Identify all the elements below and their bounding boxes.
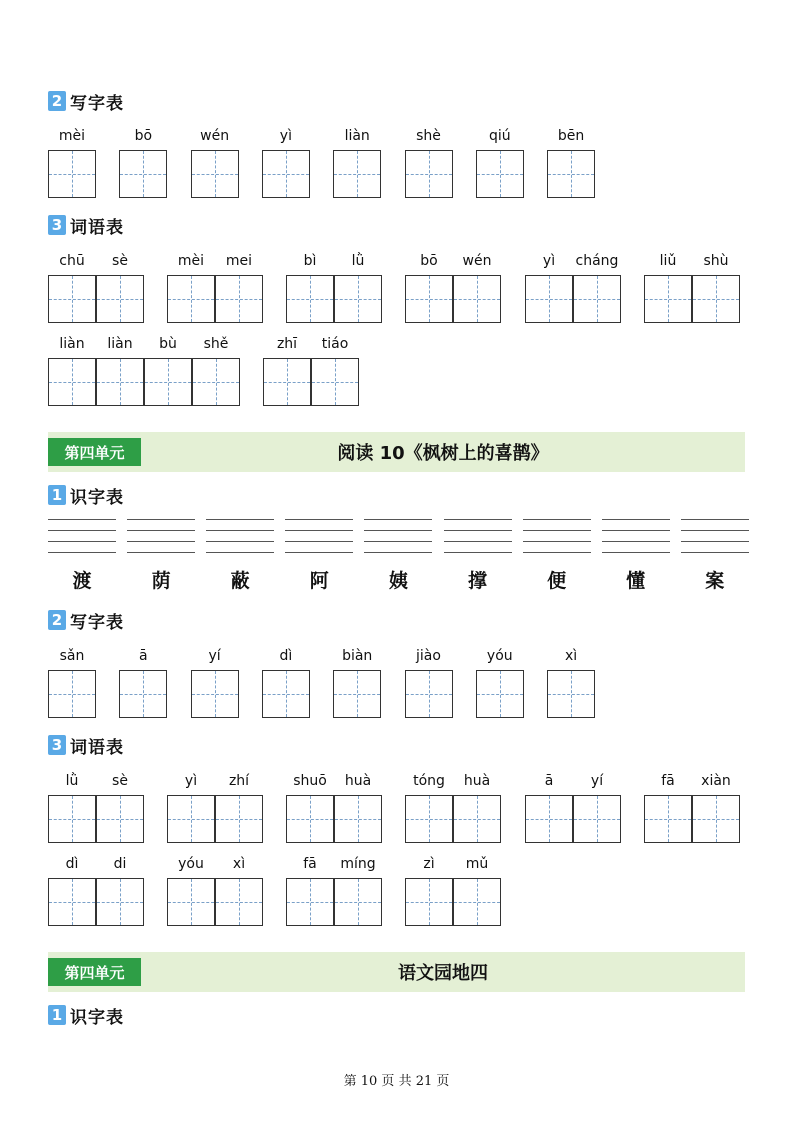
writing-box — [48, 358, 96, 406]
pinyin-label: di — [113, 856, 127, 872]
pinyin-label: yì — [184, 773, 198, 789]
writing-box — [525, 795, 573, 843]
pinyin-label: cháng — [575, 253, 619, 269]
pinyin-writing-lines — [364, 519, 432, 553]
pinyin-label: wén — [462, 253, 492, 269]
section-title: 识字表 — [70, 1007, 124, 1028]
pinyin-writing-lines — [681, 519, 749, 553]
pinyin-label: sè — [112, 773, 128, 789]
pinyin-label: mǔ — [465, 856, 489, 872]
writing-box — [263, 358, 311, 406]
pinyin-label: yí — [590, 773, 604, 789]
page-footer: 第 10 页 共 21 页 — [343, 1074, 450, 1089]
writing-box — [453, 275, 501, 323]
writing-box — [405, 275, 453, 323]
pinyin-label: yì — [279, 128, 292, 144]
pinyin-label: zhí — [228, 773, 250, 789]
writing-box — [96, 878, 144, 926]
section-number-badge: 3 — [48, 215, 66, 235]
pinyin-label: liǔ — [659, 253, 677, 269]
writing-box — [547, 670, 595, 718]
pinyin-label: qiú — [488, 128, 511, 144]
writing-box — [96, 358, 144, 406]
pinyin-label: fā — [303, 856, 317, 872]
writing-box — [167, 878, 215, 926]
writing-box — [692, 275, 740, 323]
pinyin-label: xì — [565, 648, 578, 664]
writing-box — [119, 150, 167, 198]
writing-box — [644, 275, 692, 323]
pinyin-label: míng — [340, 856, 376, 872]
pinyin-writing-lines — [523, 519, 591, 553]
pinyin-label: xì — [232, 856, 246, 872]
pinyin-writing-lines — [206, 519, 274, 553]
pinyin-label: bō — [420, 253, 438, 269]
writing-box — [476, 670, 524, 718]
pinyin-label: liàn — [59, 336, 85, 352]
hanzi-char: 荫 — [151, 570, 171, 592]
hanzi-char: 撑 — [467, 570, 487, 592]
section-heading-words — [48, 214, 124, 236]
writing-box — [215, 275, 263, 323]
unit-tag: 第四单元 — [48, 958, 141, 986]
pinyin-label: shuō — [293, 773, 327, 789]
pinyin-label: xiàn — [701, 773, 731, 789]
writing-box — [333, 670, 381, 718]
writing-box — [334, 878, 382, 926]
writing-box — [48, 670, 96, 718]
pinyin-label: sè — [112, 253, 128, 269]
writing-box — [48, 150, 96, 198]
section-heading-write — [48, 90, 124, 112]
pinyin-label: huà — [463, 773, 491, 789]
hanzi-char: 蔽 — [230, 570, 250, 592]
writing-box — [191, 150, 239, 198]
writing-box — [286, 275, 334, 323]
pinyin-label: wén — [200, 128, 230, 144]
hanzi-char: 姨 — [388, 570, 408, 592]
section-number-badge: 3 — [48, 735, 66, 755]
pinyin-writing-lines — [444, 519, 512, 553]
writing-box — [547, 150, 595, 198]
writing-box — [405, 150, 453, 198]
writing-box — [144, 358, 192, 406]
pinyin-label: shù — [703, 253, 729, 269]
unit-banner — [48, 432, 745, 472]
writing-box — [191, 670, 239, 718]
writing-box — [334, 795, 382, 843]
pinyin-label: bù — [159, 336, 177, 352]
writing-box — [96, 795, 144, 843]
unit-tag: 第四单元 — [48, 438, 141, 466]
pinyin-writing-lines — [127, 519, 195, 553]
pinyin-label: liàn — [107, 336, 133, 352]
writing-box — [405, 878, 453, 926]
writing-box — [96, 275, 144, 323]
lesson-title: 阅读 10《枫树上的喜鹊》 — [337, 443, 549, 464]
pinyin-label: biàn — [342, 648, 373, 664]
writing-box — [453, 795, 501, 843]
section-heading-words — [48, 734, 124, 756]
pinyin-label: tiáo — [321, 336, 349, 352]
writing-box — [215, 795, 263, 843]
writing-box — [286, 795, 334, 843]
section-number-badge: 2 — [48, 610, 66, 630]
writing-box — [311, 358, 359, 406]
writing-box — [48, 275, 96, 323]
pinyin-label: dì — [279, 648, 293, 664]
writing-box — [262, 670, 310, 718]
pinyin-label: jiào — [416, 648, 441, 664]
pinyin-label: bēn — [557, 128, 585, 144]
pinyin-writing-lines — [48, 519, 116, 553]
writing-box — [167, 275, 215, 323]
writing-box — [573, 275, 621, 323]
writing-box — [644, 795, 692, 843]
pinyin-label: sǎn — [59, 648, 85, 664]
writing-box — [119, 670, 167, 718]
pinyin-label: fā — [661, 773, 675, 789]
hanzi-char: 阿 — [309, 570, 329, 592]
unit-banner — [48, 952, 745, 992]
writing-box — [453, 878, 501, 926]
pinyin-label: yì — [542, 253, 556, 269]
section-heading-recognize — [48, 484, 124, 506]
pinyin-label: mèi — [177, 253, 205, 269]
section-title: 词语表 — [70, 217, 124, 238]
writing-box — [333, 150, 381, 198]
writing-box — [573, 795, 621, 843]
lesson-title: 语文园地四 — [398, 963, 488, 984]
pinyin-label: mèi — [58, 128, 86, 144]
writing-box — [192, 358, 240, 406]
pinyin-label: yóu — [486, 648, 513, 664]
pinyin-label: liàn — [344, 128, 370, 144]
pinyin-label: zì — [423, 856, 435, 872]
pinyin-label: lǜ — [65, 773, 79, 789]
pinyin-writing-lines — [602, 519, 670, 553]
pinyin-label: dì — [65, 856, 79, 872]
pinyin-label: shè — [416, 128, 441, 144]
pinyin-label: lǜ — [351, 253, 365, 269]
writing-box — [286, 878, 334, 926]
pinyin-label: yóu — [178, 856, 204, 872]
writing-box — [262, 150, 310, 198]
pinyin-label: bō — [134, 128, 153, 144]
pinyin-label: mei — [225, 253, 253, 269]
pinyin-label: chū — [59, 253, 85, 269]
pinyin-label: shě — [203, 336, 229, 352]
pinyin-label: huà — [344, 773, 372, 789]
hanzi-char: 渡 — [72, 570, 92, 592]
pinyin-label: yí — [208, 648, 221, 664]
pinyin-label: tóng — [413, 773, 445, 789]
writing-box — [476, 150, 524, 198]
writing-box — [334, 275, 382, 323]
writing-box — [405, 795, 453, 843]
section-title: 识字表 — [70, 487, 124, 508]
writing-box — [48, 878, 96, 926]
section-heading-write — [48, 609, 124, 631]
section-number-badge: 2 — [48, 91, 66, 111]
writing-box — [215, 878, 263, 926]
pinyin-label: bì — [303, 253, 317, 269]
pinyin-writing-lines — [285, 519, 353, 553]
section-title: 词语表 — [70, 737, 124, 758]
section-number-badge: 1 — [48, 1005, 66, 1025]
section-title: 写字表 — [70, 93, 124, 114]
writing-box — [167, 795, 215, 843]
pinyin-label: ā — [139, 648, 148, 664]
section-title: 写字表 — [70, 612, 124, 633]
pinyin-label: zhī — [276, 336, 298, 352]
writing-box — [692, 795, 740, 843]
section-heading-recognize — [48, 1004, 124, 1026]
hanzi-char: 案 — [705, 570, 725, 592]
writing-box — [525, 275, 573, 323]
hanzi-char: 便 — [547, 570, 567, 592]
writing-box — [405, 670, 453, 718]
hanzi-char: 懂 — [626, 570, 646, 592]
pinyin-label: ā — [544, 773, 554, 789]
writing-box — [48, 795, 96, 843]
section-number-badge: 1 — [48, 485, 66, 505]
